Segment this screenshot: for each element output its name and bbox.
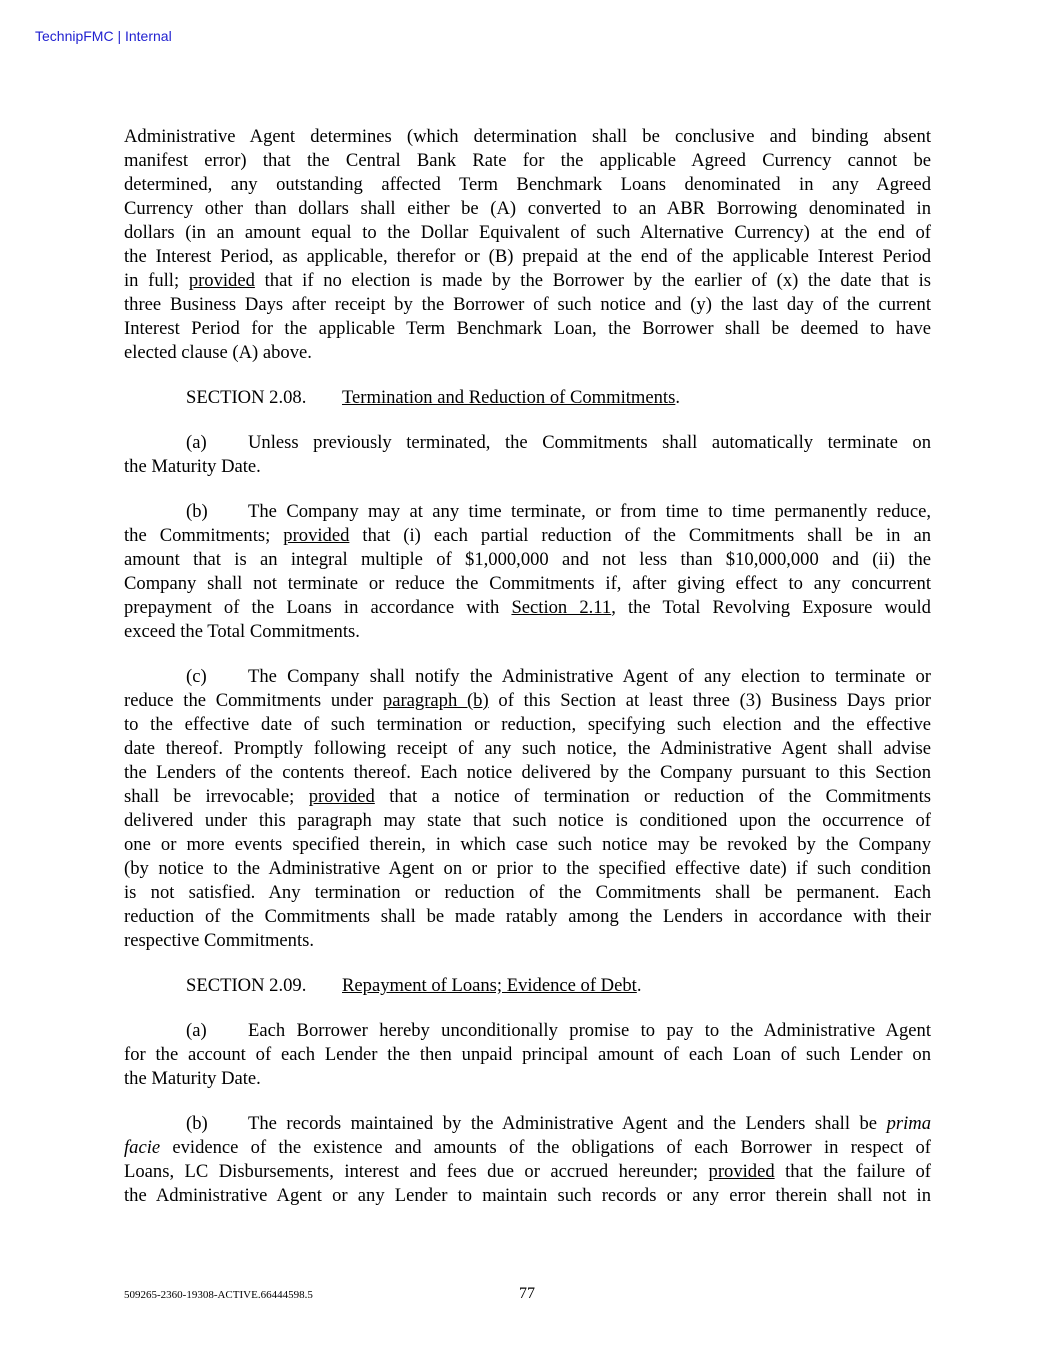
paragraph	[124, 431, 931, 479]
section-number: SECTION 2.09.	[186, 975, 307, 996]
text-run: determined, any outstanding affected Term Benchmark Loans denominated in any Agreed	[124, 174, 931, 195]
text-run: Interest Period for the applicable Term Benchmark Loan, the Borrower shall be deemed to have	[124, 318, 931, 339]
paragraph	[124, 125, 931, 365]
text-line	[124, 572, 931, 596]
text-run: (by notice to the Administrative Agent on or prior to the specified effective date) if such condition	[124, 858, 931, 879]
text-run: elected clause (A) above.	[124, 342, 312, 363]
footer-document-id: 509265-2360-19308-ACTIVE.66444598.5	[124, 1289, 313, 1301]
clause-label: (b)	[186, 1113, 208, 1134]
paragraph	[124, 1019, 931, 1091]
text-line	[124, 197, 931, 221]
section-heading	[124, 974, 931, 998]
text-run: , the Total Revolving Exposure would	[611, 597, 931, 618]
text-run: exceed the Total Commitments.	[124, 621, 360, 642]
text-line	[124, 689, 931, 713]
text-run: date thereof. Promptly following receipt of any such notice, the Administrative Agent shall advise	[124, 738, 931, 759]
cross-reference-text: paragraph (b)	[382, 690, 489, 711]
text-run: shall be irrevocable;	[124, 786, 309, 807]
text-run: that the failure of	[774, 1161, 931, 1182]
text-line	[124, 620, 931, 644]
text-run: is not satisfied. Any termination or reduction of the Commitments shall be permanent. Each	[124, 882, 931, 903]
text-line	[124, 1136, 931, 1160]
cross-reference-text: provided	[308, 786, 375, 807]
text-run: Unless previously terminated, the Commitments shall automatically terminate on	[248, 432, 931, 453]
text-line	[124, 1160, 931, 1184]
cross-reference-text: Section 2.11	[511, 597, 612, 618]
italic-text: prima	[886, 1113, 931, 1134]
text-line	[124, 1043, 931, 1067]
section-heading-line	[124, 386, 931, 410]
text-line	[124, 431, 931, 455]
text-line	[124, 833, 931, 857]
text-line	[124, 857, 931, 881]
text-run: respective Commitments.	[124, 930, 315, 951]
text-run: Administrative Agent determines (which determination shall be conclusive and binding absent	[124, 126, 931, 147]
text-line	[124, 221, 931, 245]
text-line	[124, 929, 931, 953]
text-run: dollars (in an amount equal to the Dollar Equivalent of such Alternative Currency) at the end of	[124, 222, 931, 243]
text-line	[124, 524, 931, 548]
text-line	[124, 149, 931, 173]
paragraph	[124, 665, 931, 953]
text-line	[124, 293, 931, 317]
text-run: The Company shall notify the Administrative Agent of any election to terminate or	[248, 666, 931, 687]
paragraph	[124, 1112, 931, 1208]
text-run: the Administrative Agent or any Lender to maintain such records or any error therein shall not in	[124, 1185, 931, 1206]
text-line	[124, 785, 931, 809]
text-run: of this Section at least three (3) Business Days prior	[488, 690, 931, 711]
text-run: evidence of the existence and amounts of the obligations of each Borrower in respect of	[160, 1137, 931, 1158]
text-run: reduce the Commitments under	[124, 690, 383, 711]
text-run: for the account of each Lender the then unpaid principal amount of each Loan of such Lender on	[124, 1044, 931, 1065]
text-run: Currency other than dollars shall either be (A) converted to an ABR Borrowing denominated in	[124, 198, 931, 219]
text-line	[124, 548, 931, 572]
document-body	[124, 125, 931, 1229]
text-line	[124, 455, 931, 479]
text-run: that (i) each partial reduction of the Commitments shall be in an	[349, 525, 931, 546]
text-run: delivered under this paragraph may state that such notice is conditioned upon the occurrence of	[124, 810, 931, 831]
text-run: Loans, LC Disbursements, interest and fees due or accrued hereunder;	[124, 1161, 709, 1182]
section-title: Termination and Reduction of Commitments	[342, 387, 676, 408]
text-line	[124, 245, 931, 269]
text-run: the Commitments;	[124, 525, 284, 546]
text-run: to the effective date of such termination or reduction, specifying such election and the effective	[124, 714, 931, 735]
text-line	[124, 1067, 931, 1091]
section-title-end: .	[636, 975, 642, 996]
page-number: 77	[519, 1285, 535, 1302]
text-run: the Lenders of the contents thereof. Each notice delivered by the Company pursuant to this Section	[124, 762, 931, 783]
cross-reference-text: provided	[708, 1161, 775, 1182]
text-run: the Interest Period, as applicable, therefor or (B) prepaid at the end of the applicable Interest Period	[124, 246, 931, 267]
text-run: that a notice of termination or reduction of the Commitments	[374, 786, 931, 807]
text-line	[124, 269, 931, 293]
clause-label: (a)	[186, 1020, 207, 1041]
section-title: Repayment of Loans; Evidence of Debt	[342, 975, 637, 996]
text-run: the Maturity Date.	[124, 1068, 261, 1089]
text-run: that if no election is made by the Borrower by the earlier of (x) the date that is	[254, 270, 931, 291]
text-line	[124, 125, 931, 149]
text-run: Company shall not terminate or reduce the Commitments if, after giving effect to any concurrent	[124, 573, 931, 594]
text-run: in full;	[124, 270, 189, 291]
text-line	[124, 341, 931, 365]
text-line	[124, 317, 931, 341]
text-run: the Maturity Date.	[124, 456, 261, 477]
section-heading-line	[124, 974, 931, 998]
text-run: Each Borrower hereby unconditionally promise to pay to the Administrative Agent	[248, 1020, 931, 1041]
text-line	[124, 713, 931, 737]
text-line	[124, 500, 931, 524]
text-line	[124, 596, 931, 620]
text-run: The Company may at any time terminate, or from time to time permanently reduce,	[248, 501, 931, 522]
clause-label: (a)	[186, 432, 207, 453]
text-line	[124, 881, 931, 905]
section-number: SECTION 2.08.	[186, 387, 307, 408]
text-run: prepayment of the Loans in accordance with	[124, 597, 512, 618]
text-line	[124, 761, 931, 785]
cross-reference-text: provided	[283, 525, 350, 546]
text-line	[124, 1184, 931, 1208]
text-run: manifest error) that the Central Bank Rate for the applicable Agreed Currency cannot be	[124, 150, 931, 171]
text-run: reduction of the Commitments shall be made ratably among the Lenders in accordance with their	[124, 906, 931, 927]
classification-label: TechnipFMC | Internal	[35, 28, 172, 44]
section-heading	[124, 386, 931, 410]
clause-label: (b)	[186, 501, 208, 522]
italic-text: facie	[124, 1137, 161, 1158]
text-line	[124, 1112, 931, 1136]
section-title-end: .	[675, 387, 680, 408]
text-run: amount that is an integral multiple of $1,000,000 and not less than $10,000,000 and (ii) the	[124, 549, 931, 570]
text-line	[124, 809, 931, 833]
text-line	[124, 173, 931, 197]
cross-reference-text: provided	[188, 270, 255, 291]
text-line	[124, 1019, 931, 1043]
paragraph	[124, 500, 931, 644]
text-run: The records maintained by the Administrative Agent and the Lenders shall be	[248, 1113, 887, 1134]
clause-label: (c)	[186, 666, 207, 687]
text-line	[124, 905, 931, 929]
text-line	[124, 737, 931, 761]
text-run: one or more events specified therein, in which case such notice may be revoked by the Company	[124, 834, 931, 855]
text-run: three Business Days after receipt by the Borrower of such notice and (y) the last day of the current	[124, 294, 931, 315]
text-line	[124, 665, 931, 689]
